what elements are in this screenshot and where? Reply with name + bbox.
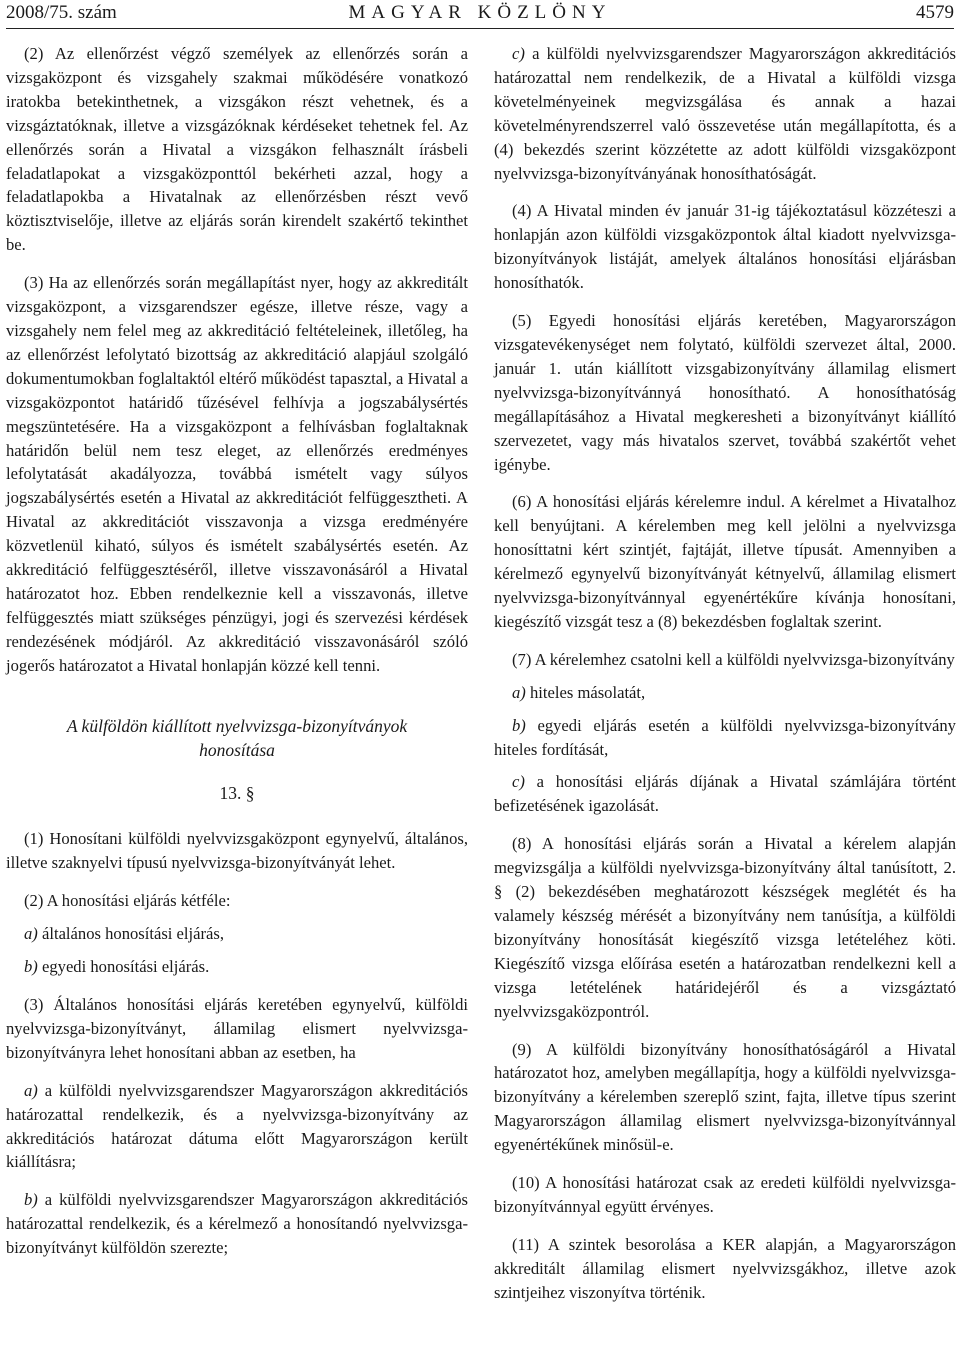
list-label: a) bbox=[24, 1080, 38, 1100]
left-column bbox=[6, 42, 468, 1274]
section-13-paragraph-5: (5) Egyedi honosítási eljárás keretében, Magyarországon vizsgatevékenységet nem folytató, külföldi szervezet által, 2000. január 1. után kiállított vizsgabizonyítvány államilag elismert nyelvvizsga-bizonyítvánnyá honosítható. A honosíthatóság megállapításához a Hivatal megkeresheti a bizonyítványt kiállító szervezetet, vagy más hivatalos szervet, továbbá szakértőt vehet igénybe. bbox=[494, 311, 956, 474]
section-13-paragraph-6: (6) A honosítási eljárás kérelemre indul. A kérelmet a Hivatalhoz kell benyújtani. A kérelemben meg kell jelölni a nyelvvizsga honosíttatni kért szintjét, fajtáját, illetve típusát. Amennyiben a kérelmező egynyelvű bizonyítványát kétnyelvű, államilag elismert nyelvvizsga-bizonyítvánnyal egyenértékűre kívánja honosítani, kiegészítő vizsgát tesz a (8) bekezdésben foglaltak szerint. bbox=[494, 492, 956, 631]
section-13-paragraph-1: (1) Honosítani külföldi nyelvvizsgaközpont egynyelvű, általános, illetve szaknyelvi típusú nyelvvizsga-bizonyítványát lehet. bbox=[6, 829, 468, 873]
list-item-7a bbox=[494, 681, 956, 705]
list-item-2a bbox=[6, 922, 468, 946]
list-item-3b bbox=[6, 1188, 468, 1260]
section-number: 13. § bbox=[219, 782, 255, 803]
section-13-paragraph-8: (8) A honosítási eljárás során a Hivatal a kérelem alapján megvizsgálja a külföldi nyelvvizsga-bizonyítvány által tanúsított, 2. § (2) bekezdésében meghatározott készségek meglétét és ha valamely készség mérését a bizonyítvány nem tanúsítja, a külföldi bizonyítvány honosítását kiegészítő vizsga letételéhez köti. Kiegészítő vizsga előírása esetén a határozatban rendelkezni kell a vizsga letételének határidejéről és a vizsgáztató nyelvvizsgaközpontról. bbox=[494, 834, 956, 1021]
page-header bbox=[6, 0, 954, 28]
list-item-3a bbox=[6, 1079, 468, 1175]
list-text: egyedi honosítási eljárás. bbox=[41, 957, 210, 977]
section-heading: A külföldön kiállított nyelvvizsga-bizonyítványok honosítása bbox=[66, 715, 408, 760]
list-label: b) bbox=[24, 1190, 38, 1210]
section-13-paragraph-3: (3) Általános honosítási eljárás keretében egynyelvű, külföldi nyelvvizsga-bizonyítványt, államilag elismert nyelvvizsga-bizonyítványra lehet honosítani abban az esetben, ha bbox=[6, 995, 468, 1062]
list-text: hiteles másolatát, bbox=[529, 682, 646, 702]
list-item-7c bbox=[494, 770, 956, 818]
issue-number: 2008/75. szám bbox=[6, 2, 117, 23]
list-label: b) bbox=[24, 957, 38, 977]
paragraph-3: (3) Ha az ellenőrzés során megállapítást nyer, hogy az akkreditált vizsgaközpont, a vizsgarendszer egésze, illetve része, vagy a vizsgahely nem felel meg az akkreditáció feltételeinek, illetőleg, ha az ellenőrzést lefolytató bizottság az akkreditáció alapjául szolgáló dokumentumokban foglaltaktól eltérő működést tapasztal, a Hivatal a vizsgaközpontot határidő tűzésével felhívja a jogszabálysértés megszüntetésére. Ha a vizsgaközpont a felhívásban foglaltaknak határidőn belül nem tesz eleget, az ellenőrzés eredményes lefolytatását akadályozza, továbbá ismételt vagy súlyos jogszabálysértés esetén a Hivatal az akkreditációt felfüggesztheti. A Hivatal az akkreditációt visszavonja a vizsga eredményére közvetlenül kiható, súlyos és ismételt szabálysértés esetén. Az akkreditáció felfüggesztéséről, illetve visszavonásáról a Hivatal határozatot hoz. Ebben rendelkeznie kell a visszavonás, illetve felfüggesztés miatt szükséges pénzügyi, jogi és szervezési kérdések rendezésének módjáról. Az akkreditáció visszavonásáról szóló jogerős határozatot a Hivatal honlapján közzé kell tenni. bbox=[6, 273, 468, 675]
header-rule bbox=[6, 28, 954, 29]
list-text: a külföldi nyelvvizsgarendszer Magyarországon akkreditációs határozattal rendelkezik, és a kérelmező a honosítandó nyelvvizsga-bizonyítványt külföldön szerezte; bbox=[6, 1190, 468, 1258]
list-label: c) bbox=[512, 44, 525, 63]
list-item-2b bbox=[6, 955, 468, 979]
list-item-3c bbox=[494, 42, 956, 185]
gazette-title: MAGYAR KÖZLÖNY bbox=[348, 2, 612, 23]
section-13-paragraph-7: (7) A kérelemhez csatolni kell a külföldi nyelvvizsga-bizonyítvány bbox=[512, 649, 955, 669]
list-label: a) bbox=[512, 682, 526, 702]
list-label: b) bbox=[512, 715, 526, 735]
section-13-paragraph-10: (10) A honosítási határozat csak az eredeti külföldi nyelvvizsga-bizonyítvánnyal együtt érvényes. bbox=[494, 1173, 956, 1216]
paragraph-2: (2) Az ellenőrzést végző személyek az ellenőrzés során a vizsgaközpont és vizsgahely szakmai működésére vonatkozó iratokba betekinthetnek, a vizsgákon részt vehetnek, és a vizsgáztatóknak, illetve a vizsgázóknak kérdéseket tehetnek fel. Az ellenőrzés során a Hivatal a vizsgákon felhasznált írásbeli feladatlapokat a vizsgaközponttól bekérheti azzal, hogy a feladatlapokba a Hivatalnak az ellenőrzésben részt vevő köztisztviselője, illetve az eljárás során kirendelt szakértő tekinthet be. bbox=[6, 44, 468, 255]
page-number: 4579 bbox=[916, 2, 954, 23]
list-text: a külföldi nyelvvizsgarendszer Magyarországon akkreditációs határozattal rendelkezik, és a nyelvvizsga-bizonyítvány az akkreditációs határozat dátuma előtt Magyarországon került kiállításra; bbox=[6, 1080, 468, 1172]
section-13-paragraph-9: (9) A külföldi bizonyítvány honosíthatóságáról a Hivatal határozatot hoz, amelyben megállapítja, hogy a külföldi nyelvvizsga-bizonyítvány a kérelemben szereplő szint, fajta, illetve típus szerint Magyarországon államilag elismert nyelvvizsga-bizonyítvánnyal egyenértékűnek minősül-e. bbox=[494, 1039, 956, 1155]
list-label: a) bbox=[24, 924, 38, 944]
right-column bbox=[494, 42, 956, 1319]
list-text: a honosítási eljárás díjának a Hivatal számlájára történt befizetésének igazolását. bbox=[494, 772, 956, 816]
list-label: c) bbox=[512, 772, 525, 792]
section-13-paragraph-2: (2) A honosítási eljárás kétféle: bbox=[24, 891, 231, 911]
list-text: a külföldi nyelvvizsgarendszer Magyarországon akkreditációs határozattal nem rendelkezik, de a Hivatal a külföldi vizsga követelményeinek megvizsgálása és annak a hazai követelményrendszerrel való összevetése után megállapította, és a (4) bekezdés szerint közzétette az adott külföldi vizsgaközpont nyelvvizsga-bizonyítványának honosíthatóságát. bbox=[494, 44, 956, 183]
list-text: általános honosítási eljárás, bbox=[41, 924, 225, 944]
list-text: egyedi eljárás esetén a külföldi nyelvvizsga-bizonyítvány hiteles fordítását, bbox=[494, 715, 956, 759]
section-13-paragraph-11: (11) A szintek besorolása a KER alapján, a Magyarországon akkreditált államilag elismert nyelvvizsgákhoz, illetve azok szintjeihez viszonyítva történik. bbox=[494, 1234, 956, 1302]
list-item-7b bbox=[494, 714, 956, 762]
section-13-paragraph-4: (4) A Hivatal minden év január 31-ig tájékoztatásul közzéteszi a honlapján azon külföldi vizsgaközpontok által kiadott nyelvvizsga-bizonyítványok listáját, amelyek általános honosítási eljárásban honosíthatók. bbox=[494, 201, 956, 293]
